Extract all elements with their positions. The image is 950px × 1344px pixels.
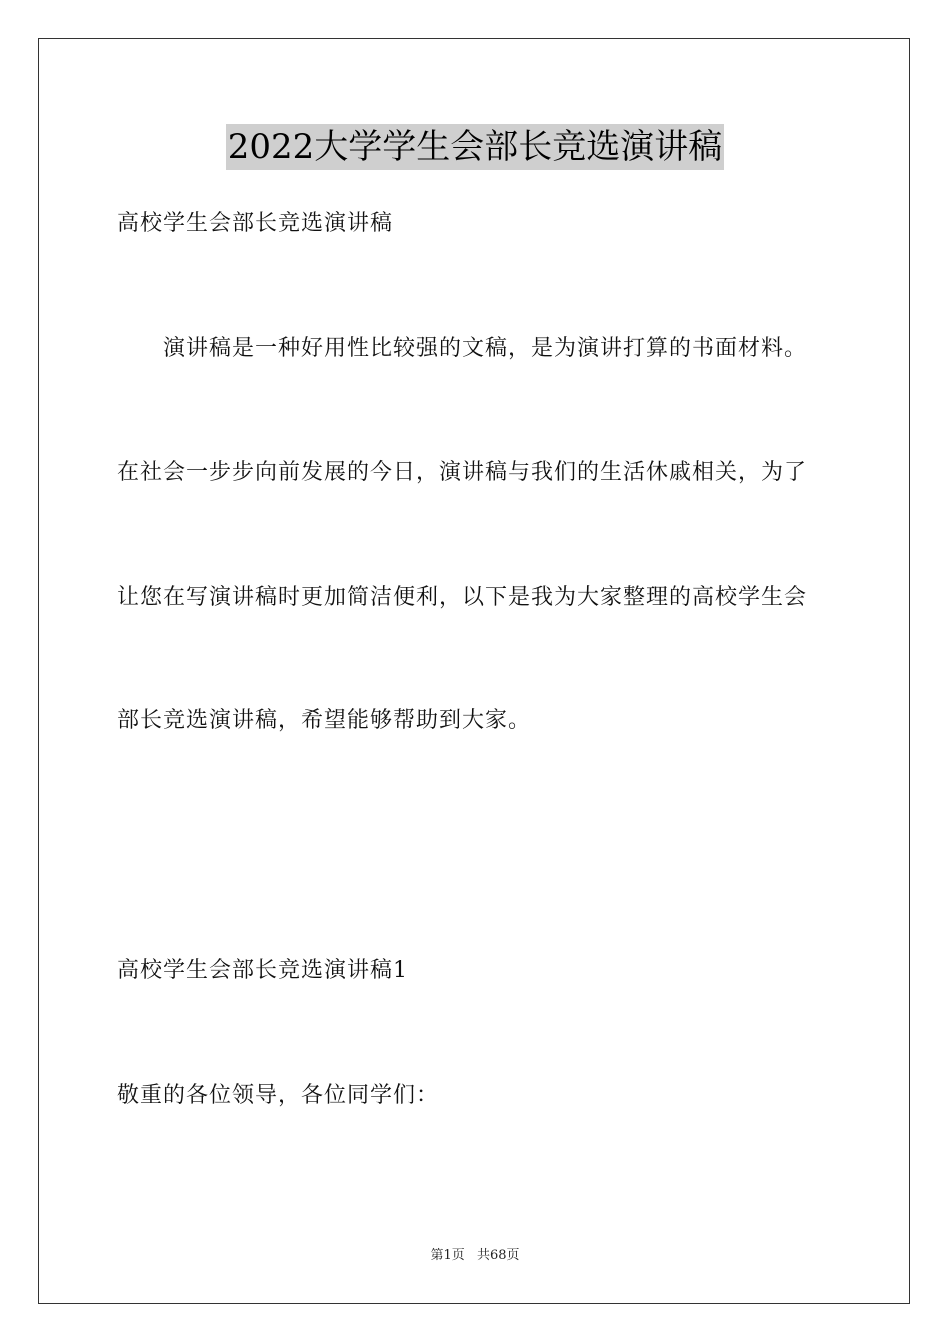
intro-line-2: 在社会一步步向前发展的今日，演讲稿与我们的生活休戚相关，为了 [117,460,808,485]
document-title: 2022大学学生会部长竞选演讲稿 [226,124,725,170]
page-number: 第1页 [430,1248,465,1263]
document-subtitle: 高校学生会部长竞选演讲稿 [117,211,394,236]
intro-line-3: 让您在写演讲稿时更加简洁便利，以下是我为大家整理的高校学生会 [117,585,808,610]
title-container [0,124,950,170]
page-footer [0,1246,950,1266]
total-pages: 共68页 [476,1248,520,1263]
section-heading: 高校学生会部长竞选演讲稿1 [117,958,408,983]
intro-line-1: 演讲稿是一种好用性比较强的文稿，是为演讲打算的书面材料。 [163,336,808,361]
greeting-line: 敬重的各位领导，各位同学们： [117,1083,440,1108]
intro-line-4: 部长竞选演讲稿，希望能够帮助到大家。 [117,708,532,733]
